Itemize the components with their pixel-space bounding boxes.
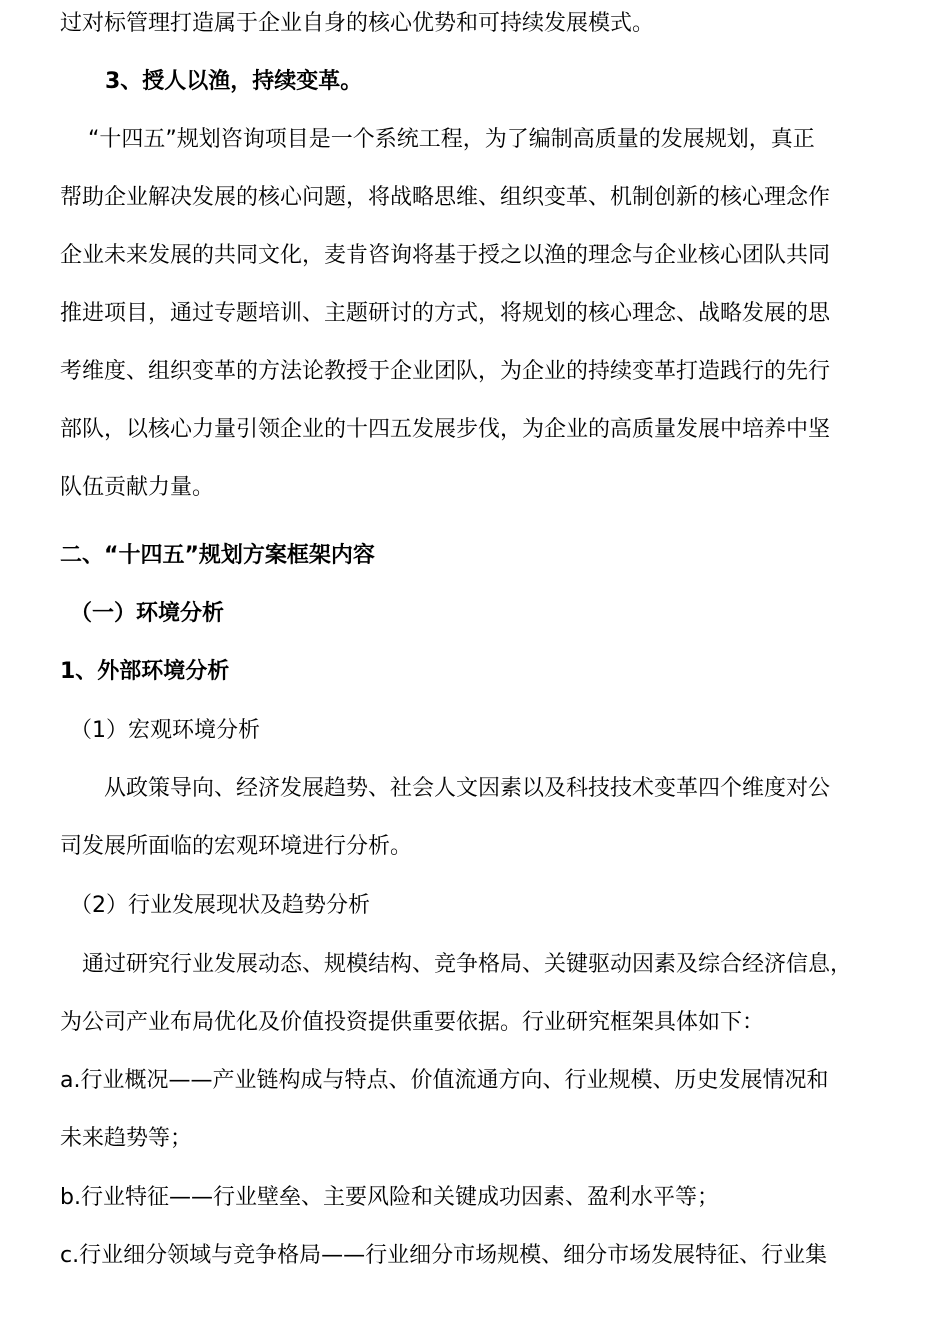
list-item-b: b.行业特征——行业壁垒、主要风险和关键成功因素、盈利水平等； [60,1185,719,1210]
list-item-a: a.行业概况——产业链构成与特点、价值流通方向、行业规模、历史发展情况和 [60,1068,829,1093]
paragraph-line: 部队，以核心力量引领企业的十四五发展步伐，为企业的高质量发展中培养中坚 [60,417,831,442]
subheading-teach-to-fish: 3、授人以渔，持续变革。 [105,69,363,94]
paragraph-line: 司发展所面临的宏观环境进行分析。 [60,834,413,859]
paragraph-line: “十四五”规划咨询项目是一个系统工程，为了编制高质量的发展规划，真正 [88,127,815,152]
paragraph-line: 考维度、组织变革的方法论教授于企业团队，为企业的持续变革打造践行的先行 [60,359,831,384]
paragraph-line: 过对标管理打造属于企业自身的核心优势和可持续发展模式。 [60,11,655,36]
subsection-heading-environment: （一）环境分析 [70,601,225,626]
list-item-a-continued: 未来趋势等； [60,1126,193,1151]
paragraph-line: 企业未来发展的共同文化，麦肯咨询将基于授之以渔的理念与企业核心团队共同 [60,243,831,268]
paragraph-line: 从政策导向、经济发展趋势、社会人文因素以及科技技术变革四个维度对公 [104,776,831,801]
item-heading-industry-analysis: （2）行业发展现状及趋势分析 [70,893,370,918]
subheading-external-environment: 1、外部环境分析 [60,659,230,684]
paragraph-line: 推进项目，通过专题培训、主题研讨的方式，将规划的核心理念、战略发展的思 [60,301,831,326]
paragraph-line: 通过研究行业发展动态、规模结构、竞争格局、关键驱动因素及综合经济信息， [82,952,853,977]
list-item-c: c.行业细分领域与竞争格局——行业细分市场规模、细分市场发展特征、行业集 [60,1243,828,1268]
item-heading-macro-environment: （1）宏观环境分析 [70,718,260,743]
paragraph-line: 队伍贡献力量。 [60,475,215,500]
paragraph-line: 帮助企业解决发展的核心问题，将战略思维、组织变革、机制创新的核心理念作 [60,185,831,210]
paragraph-line: 为公司产业布局优化及价值投资提供重要依据。行业研究框架具体如下： [60,1010,765,1035]
section-heading-framework: 二、“十四五”规划方案框架内容 [60,543,375,568]
